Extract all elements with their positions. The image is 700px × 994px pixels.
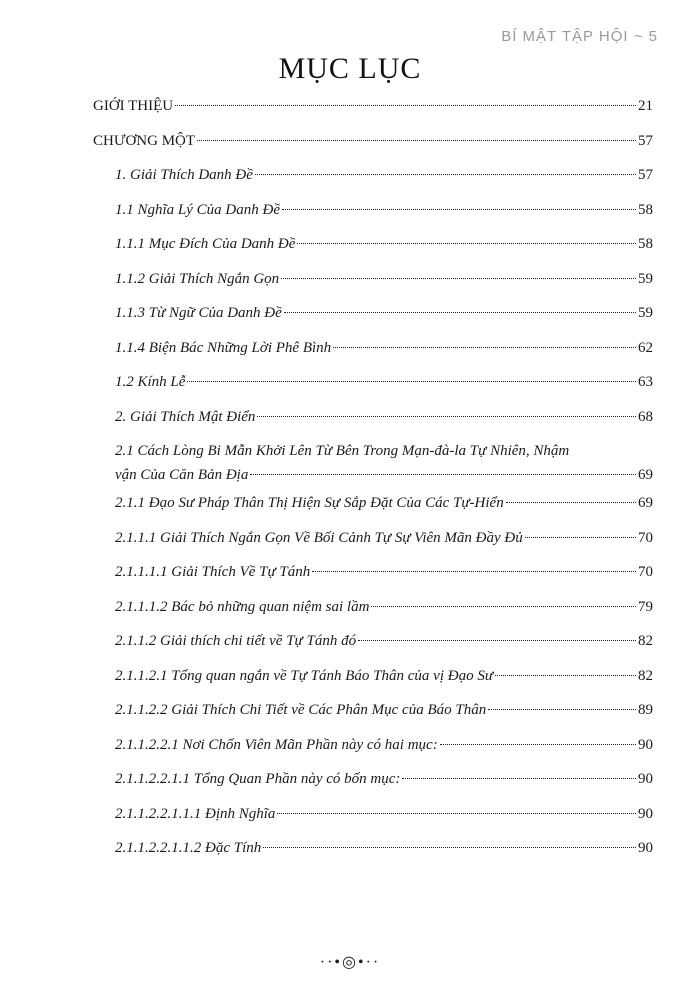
toc-entry-page: 79	[638, 598, 653, 615]
toc-entry-title: 1.1.3 Từ Ngữ Của Danh Đề	[115, 305, 282, 321]
running-header: BÍ MẬT TẬP HỘI ~ 5	[501, 28, 658, 45]
toc-entry[interactable]	[93, 161, 653, 196]
toc-leader-dots	[187, 381, 636, 382]
toc-leader-dots	[282, 209, 636, 210]
toc-entry-page: 90	[638, 736, 653, 753]
toc-leader-dots	[506, 502, 636, 503]
toc-leader-dots	[495, 675, 636, 676]
toc-entry-page: 82	[638, 667, 653, 684]
toc-entry[interactable]	[93, 524, 653, 559]
toc-leader-dots	[440, 744, 636, 745]
toc-entry-title: 1. Giải Thích Danh Đề	[115, 167, 253, 183]
toc-entry-page: 68	[638, 408, 653, 425]
toc-entry[interactable]	[93, 265, 653, 300]
toc-leader-dots	[297, 243, 636, 244]
toc-entry-page: 90	[638, 805, 653, 822]
toc-entry-title: vận Của Căn Bản Địa	[115, 467, 249, 483]
toc-leader-dots	[281, 278, 636, 279]
toc-entry-page: 58	[638, 201, 653, 218]
toc-entry-title: 2.1.1.1 Giải Thích Ngắn Gọn Về Bối Cảnh Tự Sự Viên Mãn Đầy Đủ	[115, 529, 523, 546]
toc-leader-dots	[402, 778, 636, 779]
toc-entry-page: 69	[638, 467, 653, 483]
toc-leader-dots	[263, 847, 636, 848]
toc-entry-page: 58	[638, 236, 653, 252]
toc-leader-dots	[257, 416, 636, 417]
toc-entry[interactable]	[93, 834, 653, 869]
toc-entry-title: 1.2 Kính Lễ	[115, 374, 186, 390]
toc-leader-dots	[525, 537, 636, 538]
toc-entry[interactable]	[93, 92, 653, 127]
toc-entry-page: 62	[638, 339, 653, 356]
toc-entry-page: 90	[638, 771, 653, 787]
toc-entry[interactable]	[93, 489, 653, 524]
toc-entry-title: 2.1.1.2.2 Giải Thích Chi Tiết về Các Phân Mục của Báo Thân	[115, 702, 487, 718]
toc-entry-page: 57	[638, 167, 653, 183]
toc-entry-page: 69	[638, 495, 653, 511]
toc-entry[interactable]	[93, 196, 653, 231]
toc-entry-page: 59	[638, 305, 653, 321]
toc-entry-title: 2.1.1.1.2 Bác bỏ những quan niệm sai lầm	[115, 598, 370, 615]
toc-entry-page: 59	[638, 270, 653, 287]
toc-entry-page: 57	[638, 132, 653, 149]
toc-entry-title: 2.1.1.2.2.1 Nơi Chốn Viên Mãn Phần này có hai mục:	[115, 736, 438, 753]
toc-entry-title: 1.1.1 Mục Đích Của Danh Đề	[115, 236, 296, 252]
toc-leader-dots	[488, 709, 636, 710]
toc-entry-title: 2.1.1.1.1 Giải Thích Về Tự Tánh	[115, 564, 311, 580]
toc-entry-page: 70	[638, 564, 653, 580]
toc-entry[interactable]	[93, 800, 653, 835]
toc-entry[interactable]	[93, 593, 653, 628]
toc-entry-page: 82	[638, 633, 653, 649]
toc-entry-title: 1.1.4 Biện Bác Những Lời Phê Bình	[115, 339, 332, 356]
toc-entry-page: 90	[638, 840, 653, 856]
toc-entry-title: GIỚI THIỆU	[93, 98, 174, 114]
toc-leader-dots	[197, 140, 636, 141]
toc-entry[interactable]	[93, 765, 653, 800]
toc-entry[interactable]	[93, 558, 653, 593]
toc-entry-page: 21	[638, 98, 653, 114]
toc-leader-dots	[255, 174, 636, 175]
toc-entry[interactable]	[93, 731, 653, 766]
toc-leader-dots	[358, 640, 636, 641]
toc-entry[interactable]	[93, 437, 653, 489]
toc-entry[interactable]	[93, 334, 653, 369]
toc-leader-dots	[284, 312, 636, 313]
toc-entry[interactable]	[93, 662, 653, 697]
toc-entry[interactable]	[93, 127, 653, 162]
toc-leader-dots	[175, 105, 636, 106]
toc-entry[interactable]	[93, 627, 653, 662]
toc-entry-page: 70	[638, 529, 653, 546]
toc-entry-title: CHƯƠNG MỘT	[93, 132, 196, 149]
toc-entry-title: 2.1.1.2 Giải thích chi tiết về Tự Tánh đó	[115, 633, 357, 649]
toc-leader-dots	[312, 571, 636, 572]
toc-entry-title: 1.1.2 Giải Thích Ngắn Gọn	[115, 270, 280, 287]
toc-entry[interactable]	[93, 368, 653, 403]
toc-entry-page: 89	[638, 702, 653, 718]
toc-leader-dots	[277, 813, 636, 814]
page-title: MỤC LỤC	[278, 52, 422, 85]
toc-entry[interactable]	[93, 230, 653, 265]
toc-entry-title: 2.1.1 Đạo Sư Pháp Thân Thị Hiện Sự Sắp Đặt Của Các Tự-Hiển	[115, 495, 504, 511]
footer-ornament-icon: ··•◎•··	[319, 954, 381, 971]
toc-entry-title: 2.1.1.2.2.1.1.1 Định Nghĩa	[115, 805, 276, 822]
toc-leader-dots	[250, 474, 636, 475]
table-of-contents	[93, 92, 653, 869]
toc-entry-page: 63	[638, 374, 653, 390]
toc-entry-title-line1: 2.1 Cách Lòng Bi Mẫn Khởi Lên Từ Bên Trong Mạn-đà-la Tự Nhiên, Nhậm	[115, 443, 570, 459]
toc-entry-title: 2. Giải Thích Mật Điển	[115, 408, 256, 425]
toc-entry[interactable]	[93, 403, 653, 438]
toc-entry-title: 2.1.1.2.2.1.1 Tổng Quan Phần này có bốn mục:	[115, 771, 401, 787]
toc-entry-title: 1.1 Nghĩa Lý Của Danh Đề	[115, 201, 280, 218]
toc-leader-dots	[333, 347, 636, 348]
toc-entry-title: 2.1.1.2.2.1.1.2 Đặc Tính	[115, 840, 262, 856]
toc-leader-dots	[371, 606, 636, 607]
toc-entry[interactable]	[93, 696, 653, 731]
toc-entry-title: 2.1.1.2.1 Tổng quan ngắn về Tự Tánh Báo Thân của vị Đạo Sư	[115, 667, 494, 684]
toc-entry[interactable]	[93, 299, 653, 334]
